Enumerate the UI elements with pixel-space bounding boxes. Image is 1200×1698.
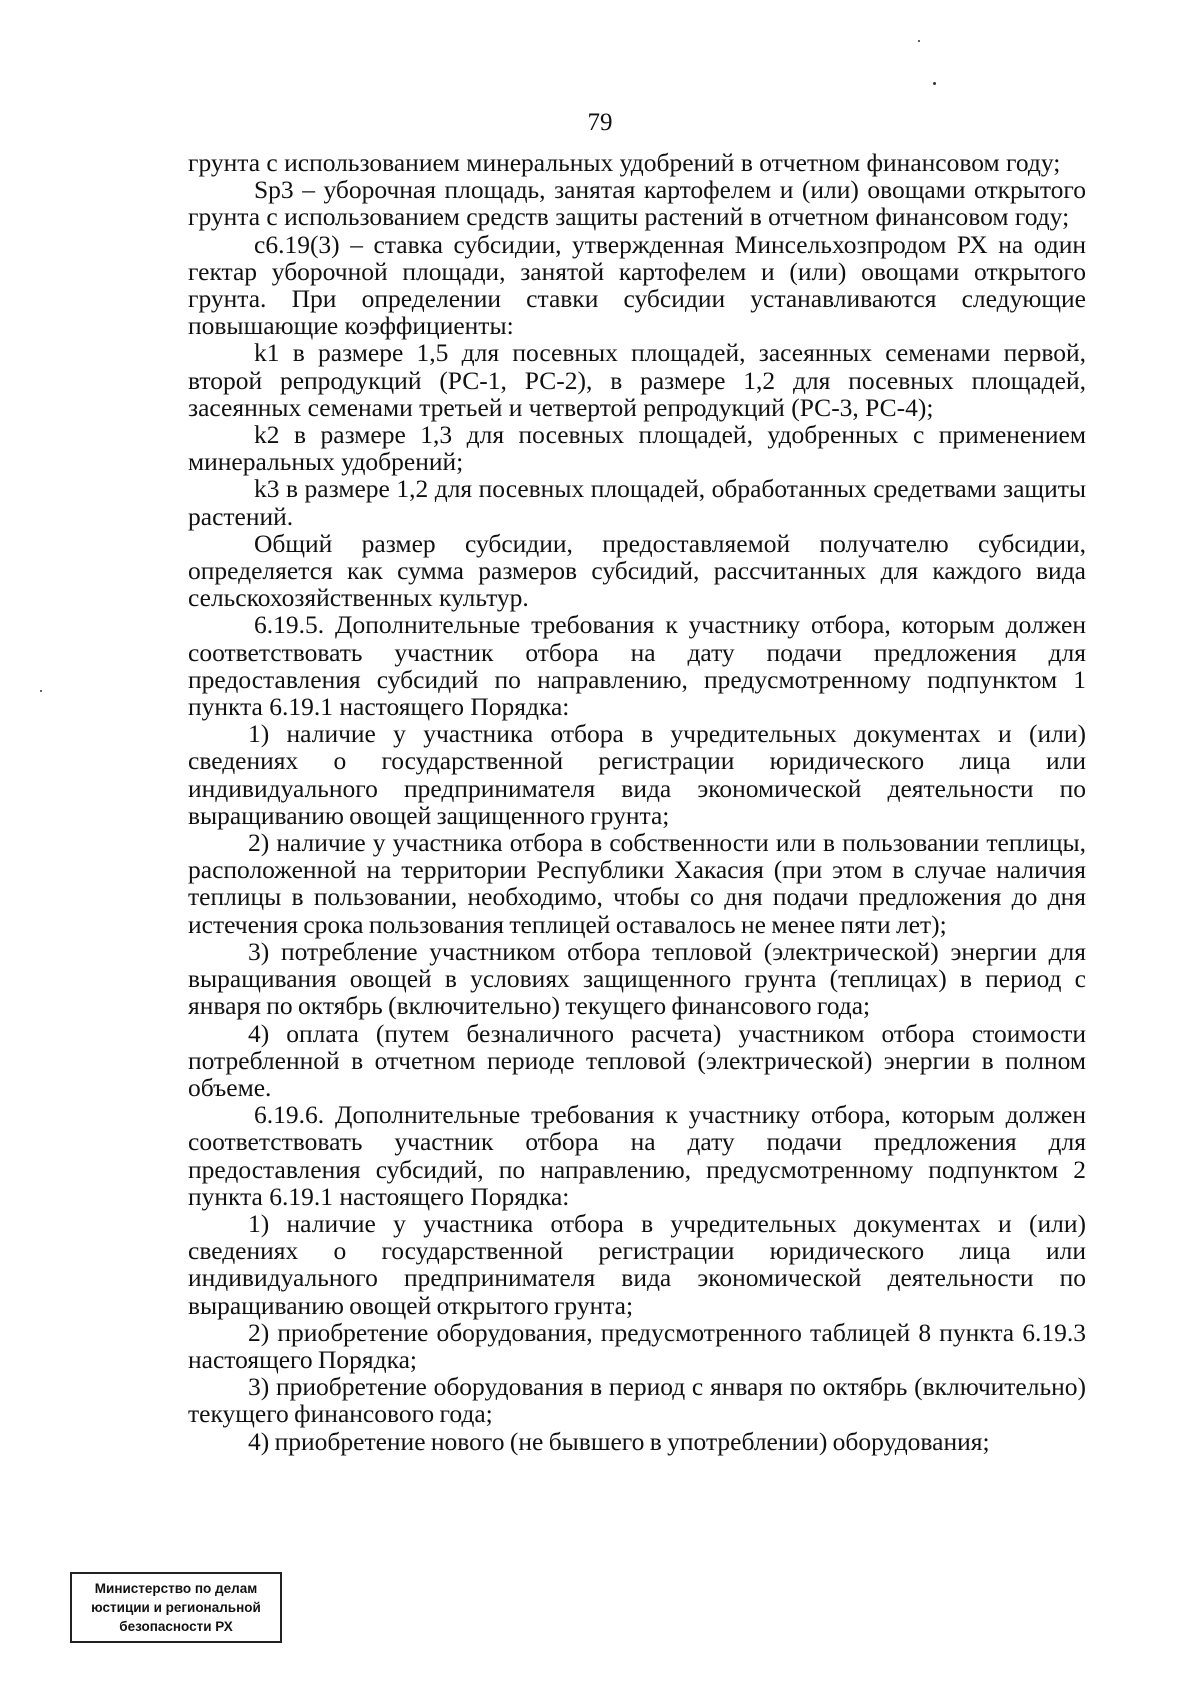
scan-speck	[933, 82, 936, 85]
stamp-line: Министерство по делам	[94, 1581, 258, 1596]
list-item-6-19-6-3: 3) приобретение оборудования в период с января по октябрь (включительно) текущего финансового года;	[188, 1372, 1086, 1429]
paragraph-continuation: грунта с использованием минеральных удобрений в отчетном финансовом году;	[188, 148, 1061, 177]
stamp-line: безопасности РХ	[119, 1619, 233, 1634]
page-number: 79	[587, 109, 613, 136]
document-body	[188, 149, 1086, 1455]
list-item-6-19-5-3: 3) потребление участником отбора тепловой (электрической) энергии для выращивания овощей в условиях защищенного грунта (теплицах) в период с января по октябрь (включительно) текущего финансового года;	[188, 936, 1086, 1021]
list-item-6-19-5-4: 4) оплата (путем безналичного расчета) участником отбора стоимости потребленной в отчетном периоде тепловой (электрической) энергии в полном объеме.	[188, 1018, 1086, 1102]
list-item-6-19-6-4: 4) приобретение нового (не бывшего в употреблении) оборудования;	[248, 1426, 990, 1456]
paragraph-rate-definition: c6.19(3) – ставка субсидии, утвержденная Минсельхозпродом РХ на один гектар уборочной площади, занятой картофелем и (или) овощами открытого грунта. При определении ставки субсидии устанавливаются следующие повышающие коэффициенты:	[188, 229, 1086, 341]
paragraph-section-6-19-5: 6.19.5. Дополнительные требования к участнику отбора, которым должен соответствовать участник отбора на дату подачи предложения для предоставления субсидий по направлению, предусмотренному подпунктом 1 пункта 6.19.1 настоящего Порядка:	[188, 610, 1086, 722]
stamp-line: юстиции и региональной	[91, 1600, 261, 1615]
paragraph-section-6-19-6: 6.19.6. Дополнительные требования к участнику отбора, которым должен соответствовать участник отбора на дату подачи предложения для предоставления субсидий, по направлению, предусмотренному подпунктом 2 пункта 6.19.1 настоящего Порядка:	[188, 1100, 1086, 1211]
ministry-stamp	[70, 1572, 282, 1643]
paragraph-coefficient-k2: k2 в размере 1,3 для посевных площадей, удобренных с применением минеральных удобрений;	[188, 420, 1086, 477]
scan-speck	[40, 690, 42, 692]
list-item-6-19-5-1: 1) наличие у участника отбора в учредительных документах и (или) сведениях о государственной регистрации юридического лица или индивидуального предпринимателя вида экономической деятельности по выращиванию овощей защищенного грунта;	[188, 719, 1086, 830]
scan-speck	[918, 40, 920, 42]
list-item-6-19-6-1: 1) наличие у участника отбора в учредительных документах и (или) сведениях о государственной регистрации юридического лица или индивидуального предпринимателя вида экономической деятельности по выращиванию овощей открытого грунта;	[188, 1208, 1086, 1320]
paragraph-coefficient-k3: k3 в размере 1,2 для посевных площадей, обработанных средетвами защиты растений.	[188, 474, 1086, 531]
paragraph-sp3-definition: Sp3 – уборочная площадь, занятая картофелем и (или) овощами открытого грунта с использованием средств защиты растений в отчетном финансовом году;	[188, 175, 1086, 232]
list-item-6-19-6-2: 2) приобретение оборудования, предусмотренного таблицей 8 пункта 6.19.3 настоящего Порядка;	[188, 1317, 1086, 1374]
paragraph-coefficient-k1: k1 в размере 1,5 для посевных площадей, засеянных семенами первой, второй репродукций (РС-1, РС-2), в размере 1,2 для посевных площадей, засеянных семенами третьей и четвертой репродукций (РС-3, РС-4);	[188, 338, 1086, 422]
paragraph-total-subsidy: Общий размер субсидии, предоставляемой получателю субсидии, определяется как сумма размеров субсидий, рассчитанных для каждого вида сельскохозяйственных культур.	[188, 528, 1086, 613]
list-item-6-19-5-2: 2) наличие у участника отбора в собственности или в пользовании теплицы, расположенной на территории Республики Хакасия (при этом в случае наличия теплицы в пользовании, необходимо, чтобы со дня подачи предложения до дня истечения срока пользования теплицей оставалось не менее пяти лет);	[188, 828, 1086, 939]
